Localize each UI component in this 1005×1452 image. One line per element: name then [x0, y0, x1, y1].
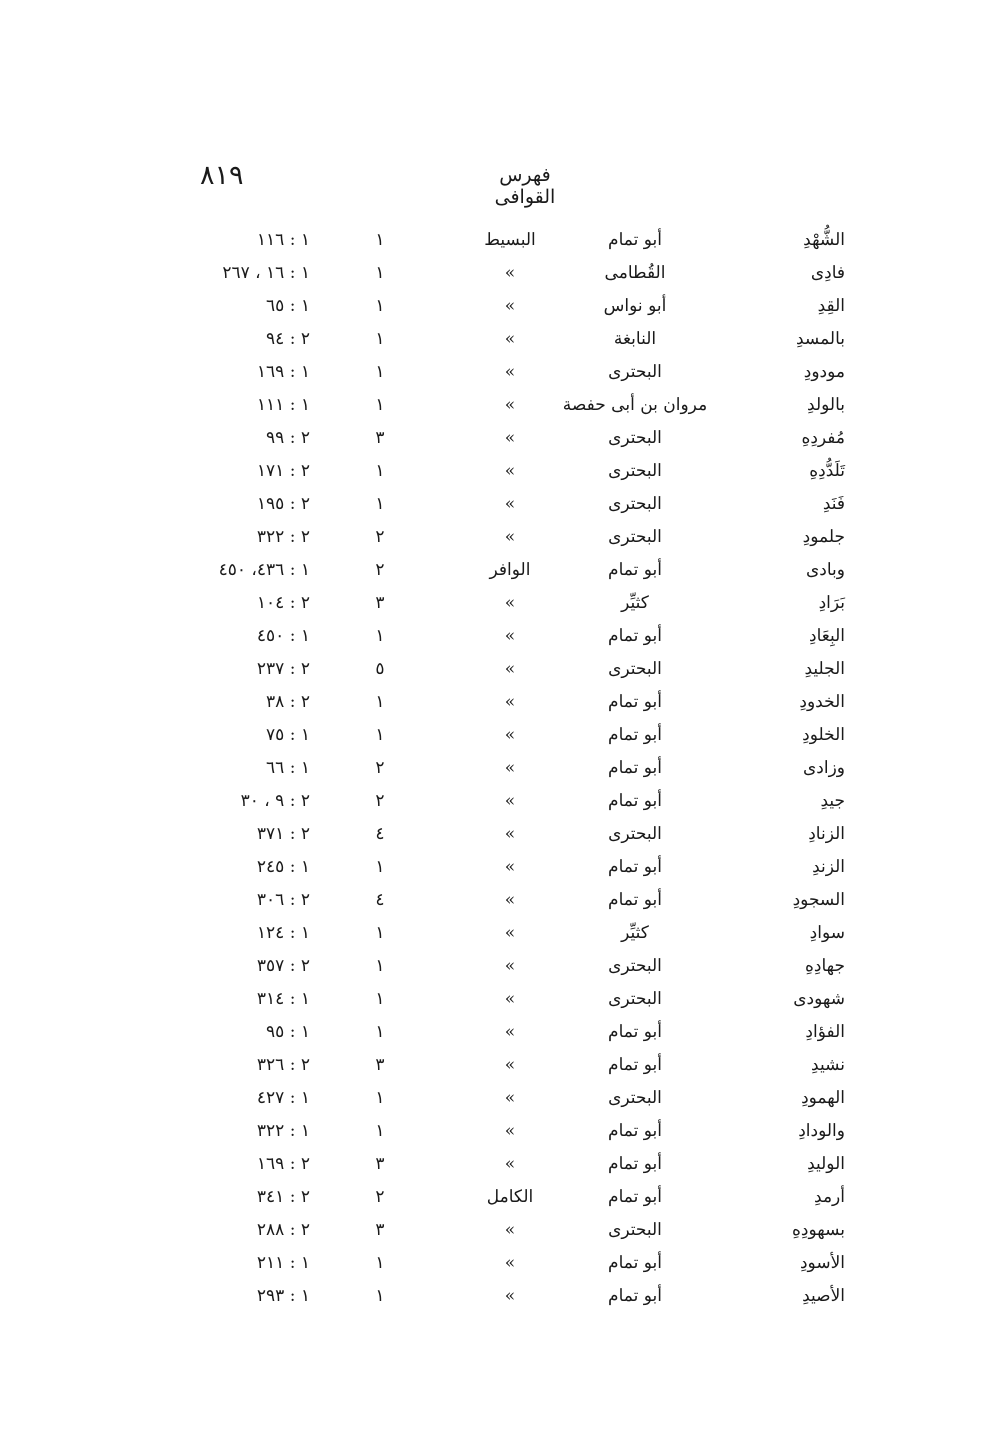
meter-cell: »	[504, 692, 516, 712]
count-cell: ١	[375, 1286, 385, 1306]
table-row	[180, 523, 845, 556]
meter-cell: »	[504, 428, 516, 448]
poet-cell: أبو تمام	[608, 1121, 662, 1141]
count-cell: ١	[375, 692, 385, 712]
poet-cell: البحترى	[608, 1220, 662, 1240]
reference-cell: ١ : ٦٦	[266, 758, 310, 778]
table-row	[180, 655, 845, 688]
rhyme-cell: تَلَدُّدِهِ	[809, 461, 845, 481]
poet-cell: البحترى	[608, 362, 662, 382]
reference-cell: ١ : ١٦ ، ٢٦٧	[222, 263, 310, 283]
reference-cell: ٢ : ٢٣٧	[256, 659, 310, 679]
reference-cell: ١ : ١١٦	[256, 230, 310, 250]
reference-cell: ٢ : ٩ ، ٣٠	[240, 791, 310, 811]
meter-cell: »	[504, 1253, 516, 1273]
reference-cell: ٢ : ٩٤	[266, 329, 310, 349]
meter-cell: »	[504, 362, 516, 382]
count-cell: ١	[375, 725, 385, 745]
rhyme-cell: سوادِ	[809, 923, 845, 943]
table-row	[180, 589, 845, 622]
poet-cell: أبو تمام	[608, 890, 662, 910]
count-cell: ٢	[375, 758, 385, 778]
rhyme-index-table	[180, 226, 845, 1315]
count-cell: ١	[375, 395, 385, 415]
poet-cell: البحترى	[608, 659, 662, 679]
count-cell: ٣	[375, 1220, 385, 1240]
poet-cell: أبو تمام	[608, 230, 662, 250]
rhyme-cell: الزنادِ	[808, 824, 845, 844]
meter-cell: البسيط	[484, 230, 536, 250]
meter-cell: الكامل	[486, 1187, 534, 1207]
reference-cell: ٢ : ٩٩	[266, 428, 310, 448]
table-row	[180, 292, 845, 325]
poet-cell: أبو تمام	[608, 758, 662, 778]
meter-cell: »	[504, 989, 516, 1009]
count-cell: ١	[375, 1088, 385, 1108]
poet-cell: البحترى	[608, 494, 662, 514]
reference-cell: ٢ : ١٩٥	[256, 494, 310, 514]
rhyme-cell: الوليدِ	[807, 1154, 845, 1174]
table-row	[180, 457, 845, 490]
rhyme-cell: الخدودِ	[799, 692, 845, 712]
meter-cell: »	[504, 296, 516, 316]
table-row	[180, 787, 845, 820]
table-row	[180, 391, 845, 424]
poet-cell: البحترى	[608, 461, 662, 481]
reference-cell: ٢ : ١٠٤	[256, 593, 310, 613]
poet-cell: البحترى	[608, 989, 662, 1009]
count-cell: ١	[375, 1022, 385, 1042]
table-row	[180, 424, 845, 457]
rhyme-cell: شهودى	[793, 989, 845, 1009]
table-row	[180, 985, 845, 1018]
reference-cell: ١ : ٤٣٦، ٤٥٠	[218, 560, 310, 580]
rhyme-cell: الهمودِ	[801, 1088, 845, 1108]
count-cell: ١	[375, 329, 385, 349]
rhyme-cell: بَرَادِ	[818, 593, 845, 613]
reference-cell: ٢ : ١٦٩	[256, 1154, 310, 1174]
poet-cell: البحترى	[608, 956, 662, 976]
rhyme-cell: فادِى	[810, 263, 845, 283]
table-row	[180, 721, 845, 754]
meter-cell: »	[504, 263, 516, 283]
reference-cell: ٢ : ٣٢٦	[256, 1055, 310, 1075]
rhyme-cell: القِدِ	[817, 296, 845, 316]
poet-cell: أبو تمام	[608, 692, 662, 712]
table-row	[180, 754, 845, 787]
rhyme-cell: جيدِ	[820, 791, 845, 811]
meter-cell: »	[504, 1088, 516, 1108]
poet-cell: أبو تمام	[608, 1154, 662, 1174]
count-cell: ٤	[375, 890, 385, 910]
meter-cell: »	[504, 1220, 516, 1240]
rhyme-cell: بسهودِهِ	[792, 1220, 845, 1240]
table-row	[180, 1150, 845, 1183]
table-row	[180, 1051, 845, 1084]
meter-cell: »	[504, 461, 516, 481]
reference-cell: ٢ : ٣٧١	[256, 824, 310, 844]
poet-cell: أبو تمام	[608, 791, 662, 811]
meter-cell: »	[504, 824, 516, 844]
table-row	[180, 919, 845, 952]
rhyme-cell: البِعَادِ	[809, 626, 845, 646]
reference-cell: ١ : ٣٢٢	[256, 1121, 310, 1141]
reference-cell: ١ : ١١١	[256, 395, 310, 415]
meter-cell: »	[504, 1154, 516, 1174]
table-row	[180, 1018, 845, 1051]
reference-cell: ١ : ٣١٤	[256, 989, 310, 1009]
reference-cell: ٢ : ٢٨٨	[256, 1220, 310, 1240]
rhyme-cell: مودودِ	[803, 362, 845, 382]
rhyme-cell: الشُّهْدِ	[803, 230, 845, 250]
count-cell: ١	[375, 296, 385, 316]
poet-cell: أبو تمام	[608, 1187, 662, 1207]
reference-cell: ٢ : ١٧١	[256, 461, 310, 481]
meter-cell: الوافر	[489, 560, 531, 580]
meter-cell: »	[504, 329, 516, 349]
reference-cell: ٢ : ٣٠٦	[256, 890, 310, 910]
rhyme-cell: بالولدِ	[807, 395, 845, 415]
reference-cell: ١ : ١٦٩	[256, 362, 310, 382]
meter-cell: »	[504, 659, 516, 679]
rhyme-cell: وزادى	[802, 758, 845, 778]
reference-cell: ١ : ١٢٤	[256, 923, 310, 943]
meter-cell: »	[504, 527, 516, 547]
count-cell: ١	[375, 230, 385, 250]
table-row	[180, 556, 845, 589]
reference-cell: ١ : ٤٢٧	[256, 1088, 310, 1108]
table-row	[180, 820, 845, 853]
table-row	[180, 1216, 845, 1249]
count-cell: ١	[375, 923, 385, 943]
reference-cell: ١ : ٤٥٠	[256, 626, 310, 646]
count-cell: ١	[375, 956, 385, 976]
count-cell: ١	[375, 494, 385, 514]
rhyme-cell: جهادِهِ	[804, 956, 845, 976]
reference-cell: ١ : ٧٥	[266, 725, 310, 745]
poet-cell: مروان بن أبى حفصة	[562, 395, 708, 415]
count-cell: ٤	[375, 824, 385, 844]
reference-cell: ٢ : ٣٨	[266, 692, 310, 712]
table-row	[180, 1249, 845, 1282]
rhyme-cell: الجليدِ	[804, 659, 845, 679]
reference-cell: ١ : ٢٤٥	[256, 857, 310, 877]
meter-cell: »	[504, 791, 516, 811]
count-cell: ٣	[375, 1055, 385, 1075]
count-cell: ١	[375, 857, 385, 877]
count-cell: ٣	[375, 428, 385, 448]
page-title: فهرس القوافى	[494, 164, 556, 208]
count-cell: ١	[375, 461, 385, 481]
page-number: ٨١٩	[200, 160, 244, 191]
rhyme-cell: وبادى	[806, 560, 845, 580]
rhyme-cell: الخلودِ	[802, 725, 845, 745]
count-cell: ١	[375, 989, 385, 1009]
table-row	[180, 358, 845, 391]
meter-cell: »	[504, 1055, 516, 1075]
reference-cell: ٢ : ٣٤١	[256, 1187, 310, 1207]
table-row	[180, 490, 845, 523]
rhyme-cell: بالمسدِ	[795, 329, 845, 349]
table-row	[180, 1183, 845, 1216]
table-row	[180, 688, 845, 721]
table-row	[180, 226, 845, 259]
poet-cell: أبو نواس	[603, 296, 667, 316]
meter-cell: »	[504, 494, 516, 514]
table-row	[180, 853, 845, 886]
count-cell: ١	[375, 263, 385, 283]
rhyme-cell: السجودِ	[792, 890, 845, 910]
poet-cell: أبو تمام	[608, 1055, 662, 1075]
reference-cell: ١ : ٦٥	[266, 296, 310, 316]
poet-cell: أبو تمام	[608, 560, 662, 580]
rhyme-cell: فَنَدِ	[822, 494, 845, 514]
table-row	[180, 1117, 845, 1150]
rhyme-cell: الأصيدِ	[802, 1286, 845, 1306]
table-row	[180, 325, 845, 358]
meter-cell: »	[504, 923, 516, 943]
table-row	[180, 1282, 845, 1315]
poet-cell: البحترى	[608, 824, 662, 844]
rhyme-cell: مُفردِهِ	[801, 428, 845, 448]
meter-cell: »	[504, 1022, 516, 1042]
meter-cell: »	[504, 626, 516, 646]
reference-cell: ١ : ٢١١	[256, 1253, 310, 1273]
table-row	[180, 1084, 845, 1117]
reference-cell: ٢ : ٣٢٢	[256, 527, 310, 547]
rhyme-cell: والودادِ	[798, 1121, 845, 1141]
poet-cell: أبو تمام	[608, 725, 662, 745]
poet-cell: أبو تمام	[608, 1253, 662, 1273]
count-cell: ١	[375, 1121, 385, 1141]
table-row	[180, 622, 845, 655]
count-cell: ٥	[375, 659, 385, 679]
rhyme-cell: الفؤادِ	[805, 1022, 845, 1042]
count-cell: ٢	[375, 560, 385, 580]
meter-cell: »	[504, 395, 516, 415]
meter-cell: »	[504, 890, 516, 910]
poet-cell: أبو تمام	[608, 1022, 662, 1042]
reference-cell: ٢ : ٣٥٧	[256, 956, 310, 976]
count-cell: ٢	[375, 791, 385, 811]
poet-cell: أبو تمام	[608, 626, 662, 646]
rhyme-cell: الزندِ	[812, 857, 845, 877]
rhyme-cell: جلمودِ	[802, 527, 845, 547]
poet-cell: القُطامى	[604, 263, 666, 283]
poet-cell: أبو تمام	[608, 1286, 662, 1306]
meter-cell: »	[504, 725, 516, 745]
table-row	[180, 886, 845, 919]
meter-cell: »	[504, 758, 516, 778]
poet-cell: البحترى	[608, 527, 662, 547]
table-row	[180, 259, 845, 292]
count-cell: ٣	[375, 1154, 385, 1174]
reference-cell: ١ : ٩٥	[266, 1022, 310, 1042]
meter-cell: »	[504, 1121, 516, 1141]
poet-cell: كثيِّر	[621, 923, 649, 943]
poet-cell: كثيِّر	[621, 593, 649, 613]
rhyme-cell: أرمدِ	[814, 1187, 845, 1207]
count-cell: ٣	[375, 593, 385, 613]
count-cell: ١	[375, 362, 385, 382]
meter-cell: »	[504, 956, 516, 976]
meter-cell: »	[504, 593, 516, 613]
rhyme-cell: نشيدِ	[811, 1055, 845, 1075]
table-row	[180, 952, 845, 985]
poet-cell: البحترى	[608, 1088, 662, 1108]
poet-cell: النابغة	[613, 329, 657, 349]
count-cell: ١	[375, 626, 385, 646]
meter-cell: »	[504, 857, 516, 877]
rhyme-cell: الأسودِ	[799, 1253, 845, 1273]
count-cell: ٢	[375, 527, 385, 547]
meter-cell: »	[504, 1286, 516, 1306]
poet-cell: البحترى	[608, 428, 662, 448]
count-cell: ١	[375, 1253, 385, 1273]
count-cell: ٢	[375, 1187, 385, 1207]
poet-cell: أبو تمام	[608, 857, 662, 877]
reference-cell: ١ : ٢٩٣	[256, 1286, 310, 1306]
